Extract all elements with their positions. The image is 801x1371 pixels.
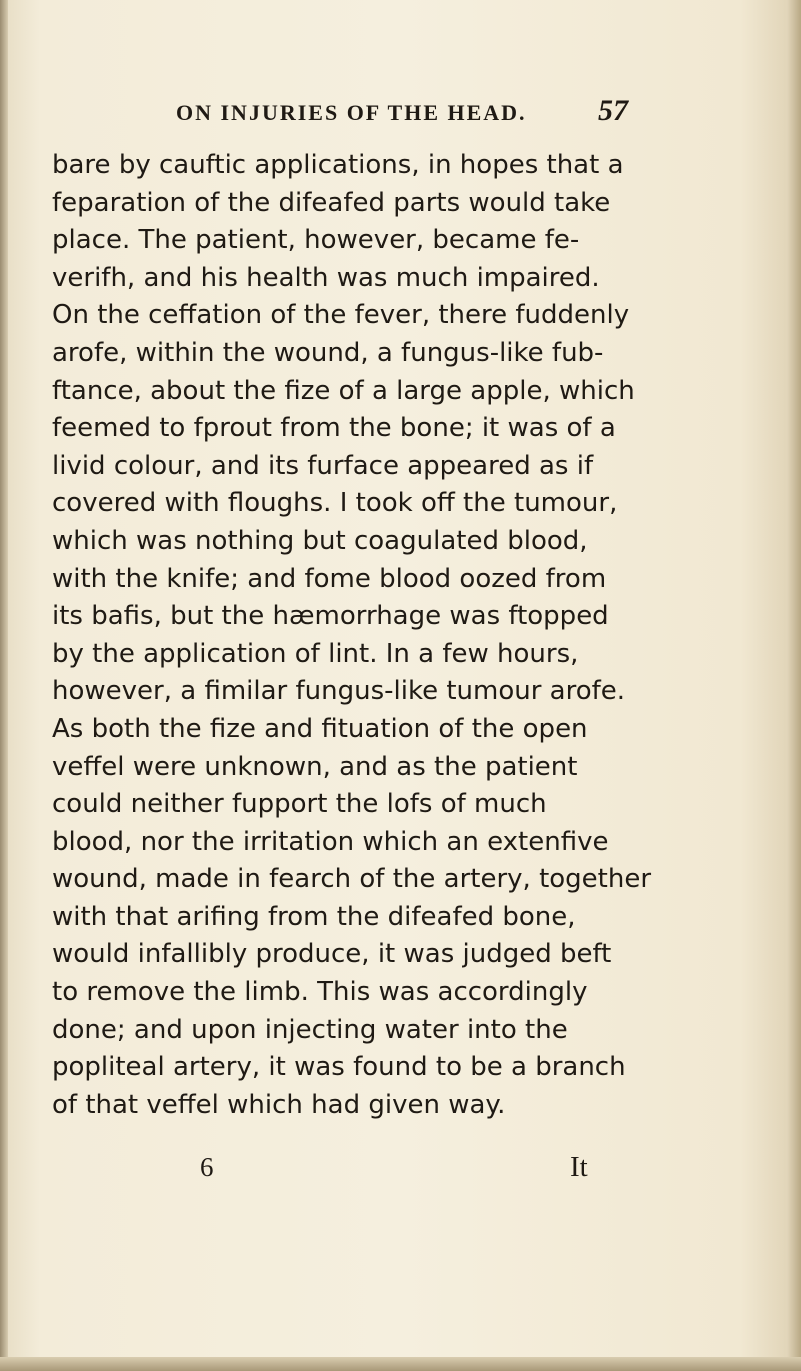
text-line: veffel were unknown, and as the patient [52, 751, 578, 782]
text-line: blood, nor the irritation which an extenfive [52, 826, 609, 857]
text-line: however, a fimilar fungus-like tumour arofe. [52, 676, 626, 707]
running-head: ON INJURIES OF THE HEAD. [176, 100, 527, 125]
text-line: with the knife; and fome blood oozed from [52, 563, 607, 594]
text-line: arofe, within the wound, a fungus-like fub- [52, 337, 604, 368]
body-paragraph [52, 147, 652, 1124]
text-line: As both the fize and fituation of the open [52, 713, 588, 744]
text-line: covered with floughs. I took off the tumour, [52, 488, 618, 519]
signature-mark: 6 [200, 1152, 214, 1182]
text-line: wound, made in fearch of the artery, together [52, 864, 652, 895]
text-line: feemed to fprout from the bone; it was of a [52, 413, 616, 444]
text-line: could neither fupport the lofs of much [52, 789, 547, 820]
page-number: 57 [598, 94, 628, 127]
text-line: popliteal artery, it was found to be a branch [52, 1052, 626, 1083]
text-line: place. The patient, however, became fe- [52, 225, 580, 256]
text-line: verifh, and his health was much impaired. [52, 262, 600, 293]
page-gutter-shadow [0, 0, 8, 1371]
text-line: which was nothing but coagulated blood, [52, 525, 588, 556]
text-line: feparation of the difeafed parts would take [52, 187, 611, 218]
text-line: ftance, about the fize of a large apple, which [52, 375, 635, 406]
text-line: with that arifing from the difeafed bone, [52, 901, 576, 932]
text-line: by the application of lint. In a few hours, [52, 638, 579, 669]
catchword: It [570, 1151, 588, 1183]
text-line: of that veffel which had given way. [52, 1089, 506, 1120]
text-line: On the ceffation of the fever, there fuddenly [52, 300, 630, 331]
text-line: livid colour, and its furface appeared as if [52, 450, 594, 481]
page-bottom-edge [0, 1357, 801, 1371]
text-line: to remove the limb. This was accordingly [52, 977, 588, 1008]
text-line: bare by cauftic applications, in hopes that a [52, 150, 624, 180]
text-line: done; and upon injecting water into the [52, 1014, 568, 1045]
text-line: would infallibly produce, it was judged beft [52, 939, 612, 970]
text-line: its bafis, but the hæmorrhage was ftopped [52, 601, 609, 632]
page-right-edge [787, 0, 801, 1371]
